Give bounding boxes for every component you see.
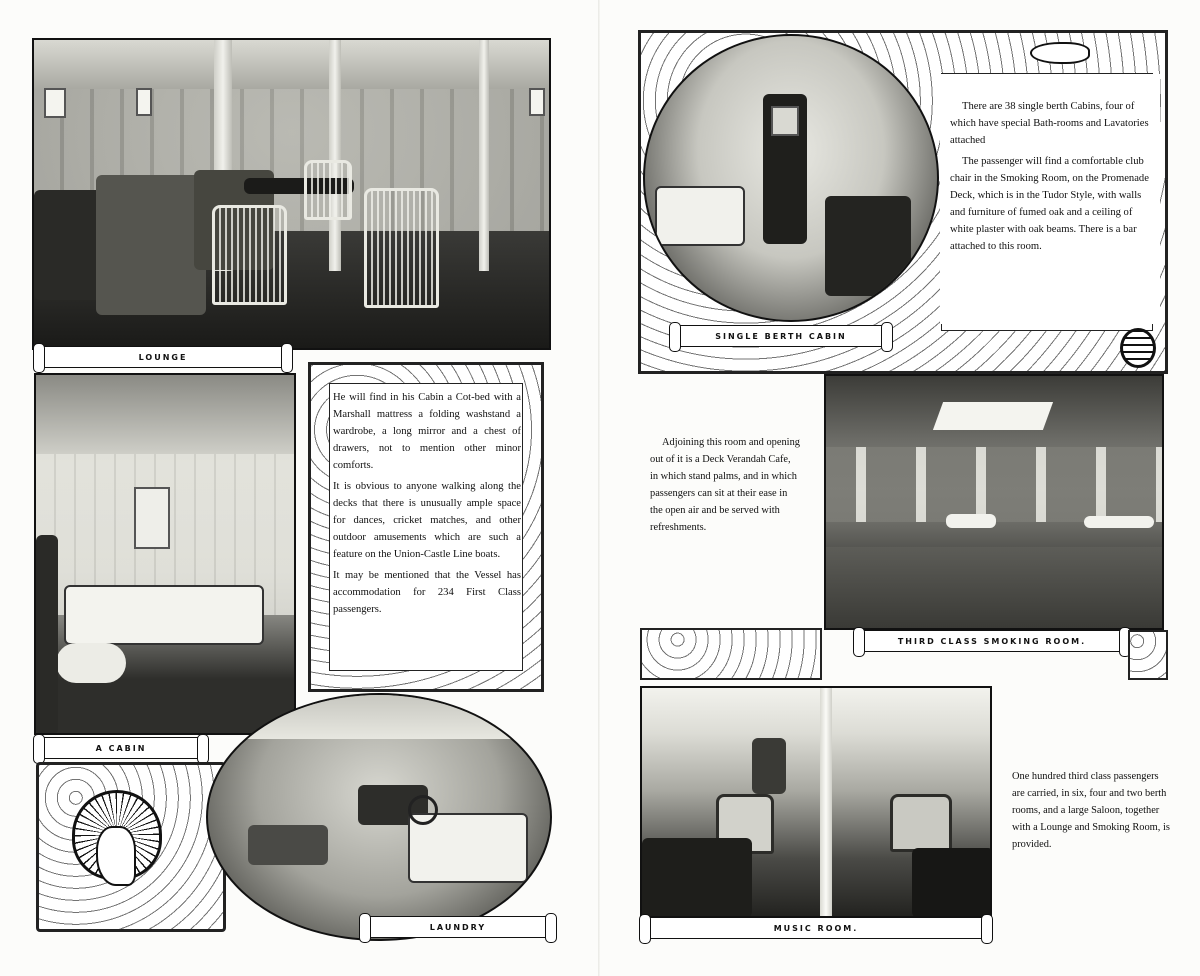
cabin-photo bbox=[34, 373, 296, 735]
paragraph-smoking-room: The passenger will find a comfortable club chair in the Smoking Room, on the Promenade Deck, which is in the Tudor Style, with walls and furniture of fumed oak and a ceiling of white plaster with oak beams. There is a bar attached to this room. bbox=[950, 156, 1149, 252]
paragraph-accommodation: It may be mentioned that the Vessel has accommodation for 234 First Class passengers. bbox=[333, 570, 521, 615]
right-page bbox=[600, 0, 1200, 976]
paragraph-decks: It is obvious to anyone walking along the decks that there is unusually ample space for dances, cricket matches, and other outdoor amusements which are such a feature on the Union-Castle Line boats. bbox=[333, 481, 521, 560]
laundry-caption: LAUNDRY bbox=[366, 916, 550, 938]
single-berth-cabin-photo bbox=[643, 34, 939, 322]
music-room-photo bbox=[640, 686, 992, 918]
third-class-smoking-room-caption: THIRD CLASS SMOKING ROOM. bbox=[860, 630, 1124, 652]
dragon-ornament-band bbox=[640, 628, 822, 680]
third-class-smoking-room-photo bbox=[824, 374, 1164, 630]
cabin-description-text bbox=[333, 389, 521, 622]
lantern-icon bbox=[1120, 328, 1156, 368]
lounge-photo bbox=[32, 38, 551, 350]
lounge-caption: LOUNGE bbox=[40, 346, 286, 368]
mermaid-icon bbox=[96, 826, 136, 886]
verandah-cafe-text bbox=[650, 434, 800, 540]
cabin-caption: A CABIN bbox=[40, 737, 202, 759]
laundry-photo bbox=[206, 693, 552, 941]
music-room-caption: MUSIC ROOM. bbox=[646, 917, 986, 939]
cabins-club-text bbox=[950, 98, 1156, 259]
third-class-accommodation-text bbox=[1012, 768, 1172, 857]
dragon-ornament-band-right bbox=[1128, 630, 1168, 680]
fish-icon bbox=[1030, 42, 1090, 64]
paragraph-single-berth: There are 38 single berth Cabins, four of which have special Bath-rooms and Lavatories attached bbox=[950, 101, 1149, 146]
single-berth-cabin-caption: SINGLE BERTH CABIN bbox=[676, 325, 886, 347]
paragraph-verandah: Adjoining this room and opening out of it is a Deck Verandah Cafe, in which stand palms, and in which passengers can sit at their ease in the open air and be served with refreshments. bbox=[650, 437, 800, 533]
paragraph-third-class: One hundred third class passengers are carried, in six, four and two berth rooms, and a large Saloon, together with a Lounge and Smoking Room, is provided. bbox=[1012, 771, 1170, 850]
paragraph-cabin-fittings: He will find in his Cabin a Cot-bed with a Marshall mattress a folding washstand a wardrobe, a long mirror and a chest of drawers, not to mention other minor comforts. bbox=[333, 392, 521, 471]
